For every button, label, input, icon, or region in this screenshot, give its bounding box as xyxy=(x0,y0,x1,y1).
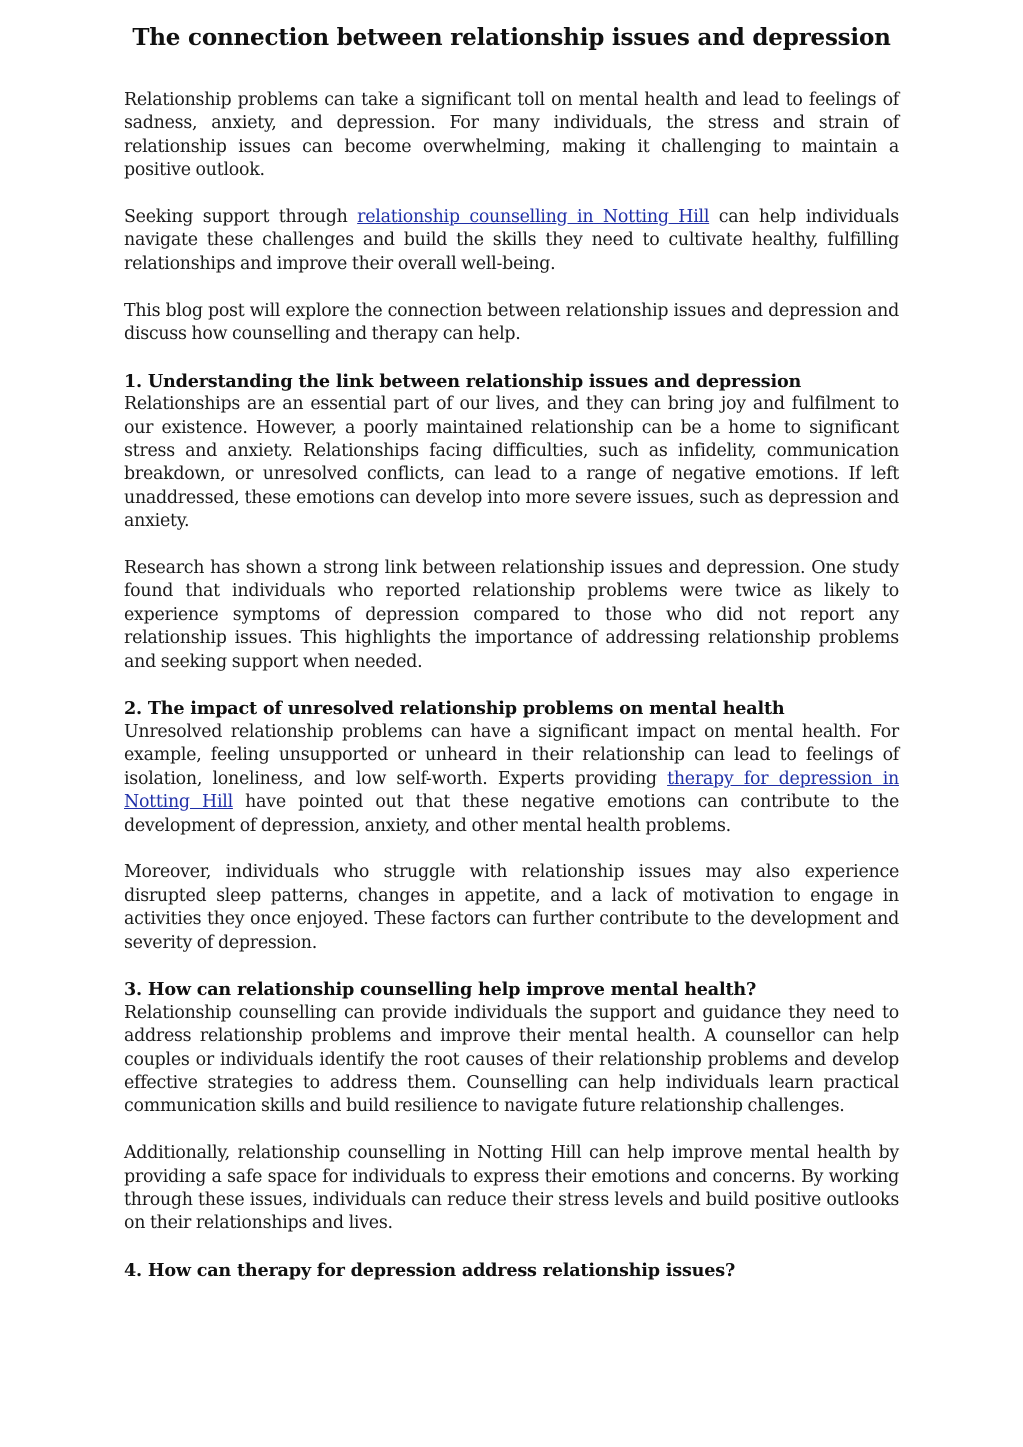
spacer xyxy=(124,674,899,697)
section-3-paragraph-1: Relationship counselling can provide individuals the support and guidance they need to address relationship problems and improve their mental health. A counsellor can help couples or individuals identify the root causes of their relationship problems and develop effective strategies to address them. Counselling can help individuals learn practical communication skills and build resilience to navigate future relationship challenges. xyxy=(124,1002,899,1117)
intro-paragraph-2 xyxy=(124,206,899,276)
spacer xyxy=(124,838,899,861)
section-1-heading: 1. Understanding the link between relationship issues and depression xyxy=(124,370,802,392)
section-2-heading: 2. The impact of unresolved relationship problems on mental health xyxy=(124,698,785,720)
spacer xyxy=(124,1236,899,1259)
relationship-counselling-link[interactable]: relationship counselling in Notting Hill xyxy=(357,207,710,228)
spacer xyxy=(124,1119,899,1142)
spacer xyxy=(124,534,899,557)
section-2-paragraph-1 xyxy=(124,721,899,838)
section-1-paragraph-1: Relationships are an essential part of our lives, and they can bring joy and fulfilment to our existence. However, a poorly maintained relationship can be a home to significant stress and anxiety. Relationships facing difficulties, such as infidelity, communication breakdown, or unresolved conflicts, can lead to a range of negative emotions. If left unaddressed, these emotions can develop into more severe issues, such as depression and anxiety. xyxy=(124,394,899,532)
spacer xyxy=(124,54,899,89)
section-3-paragraph-2: Additionally, relationship counselling in Notting Hill can help improve mental health by providing a safe space for individuals to express their emotions and concerns. By working through these issues, individuals can reduce their stress levels and build positive outlooks on their relationships and lives. xyxy=(124,1143,899,1234)
intro-paragraph-2-before: Seeking support through xyxy=(124,207,358,228)
spacer xyxy=(124,276,899,299)
section-2-paragraph-1-after: have pointed out that these negative emotions can contribute to the development of depression, anxiety, and other mental health problems. xyxy=(124,792,899,836)
page-title: The connection between relationship issues and depression xyxy=(132,24,891,51)
section-3-heading: 3. How can relationship counselling help improve mental health? xyxy=(124,979,757,1001)
spacer xyxy=(124,183,899,206)
intro-paragraph-1: Relationship problems can take a significant toll on mental health and lead to feelings of sadness, anxiety, and depression. For many individuals, the stress and strain of relationship issues can become overwhelming, making it challenging to maintain a positive outlook. xyxy=(124,90,899,181)
section-2-paragraph-2: Moreover, individuals who struggle with relationship issues may also experience disrupted sleep patterns, changes in appetite, and a lack of motivation to engage in activities they once enjoyed. These factors can further contribute to the development and severity of depression. xyxy=(124,862,899,953)
therapy-for-depression-link[interactable]: therapy for depression in Notting Hill xyxy=(124,768,899,813)
section-1-paragraph-2: Research has shown a strong link between relationship issues and depression. One study found that individuals who reported relationship problems were twice as likely to experience symptoms of depression compared to those who did not report any relationship issues. This highlights the importance of addressing relationship problems and seeking support when needed. xyxy=(124,558,899,672)
spacer xyxy=(124,346,899,369)
intro-paragraph-2-after: can help individuals navigate these challenges and build the skills they need to cultivate healthy, fulfilling relationships and improve their overall well-being. xyxy=(124,207,899,274)
document-page xyxy=(124,22,899,1283)
section-4-heading: 4. How can therapy for depression address relationship issues? xyxy=(124,1260,736,1282)
intro-paragraph-3: This blog post will explore the connection between relationship issues and depression and discuss how counselling and therapy can help. xyxy=(124,300,899,345)
spacer xyxy=(124,955,899,978)
section-2-paragraph-1-before: Unresolved relationship problems can have a significant impact on mental health. For example, feeling unsupported or unheard in their relationship can lead to feelings of isolation, loneliness, and low self-worth. Experts providing xyxy=(124,721,899,789)
